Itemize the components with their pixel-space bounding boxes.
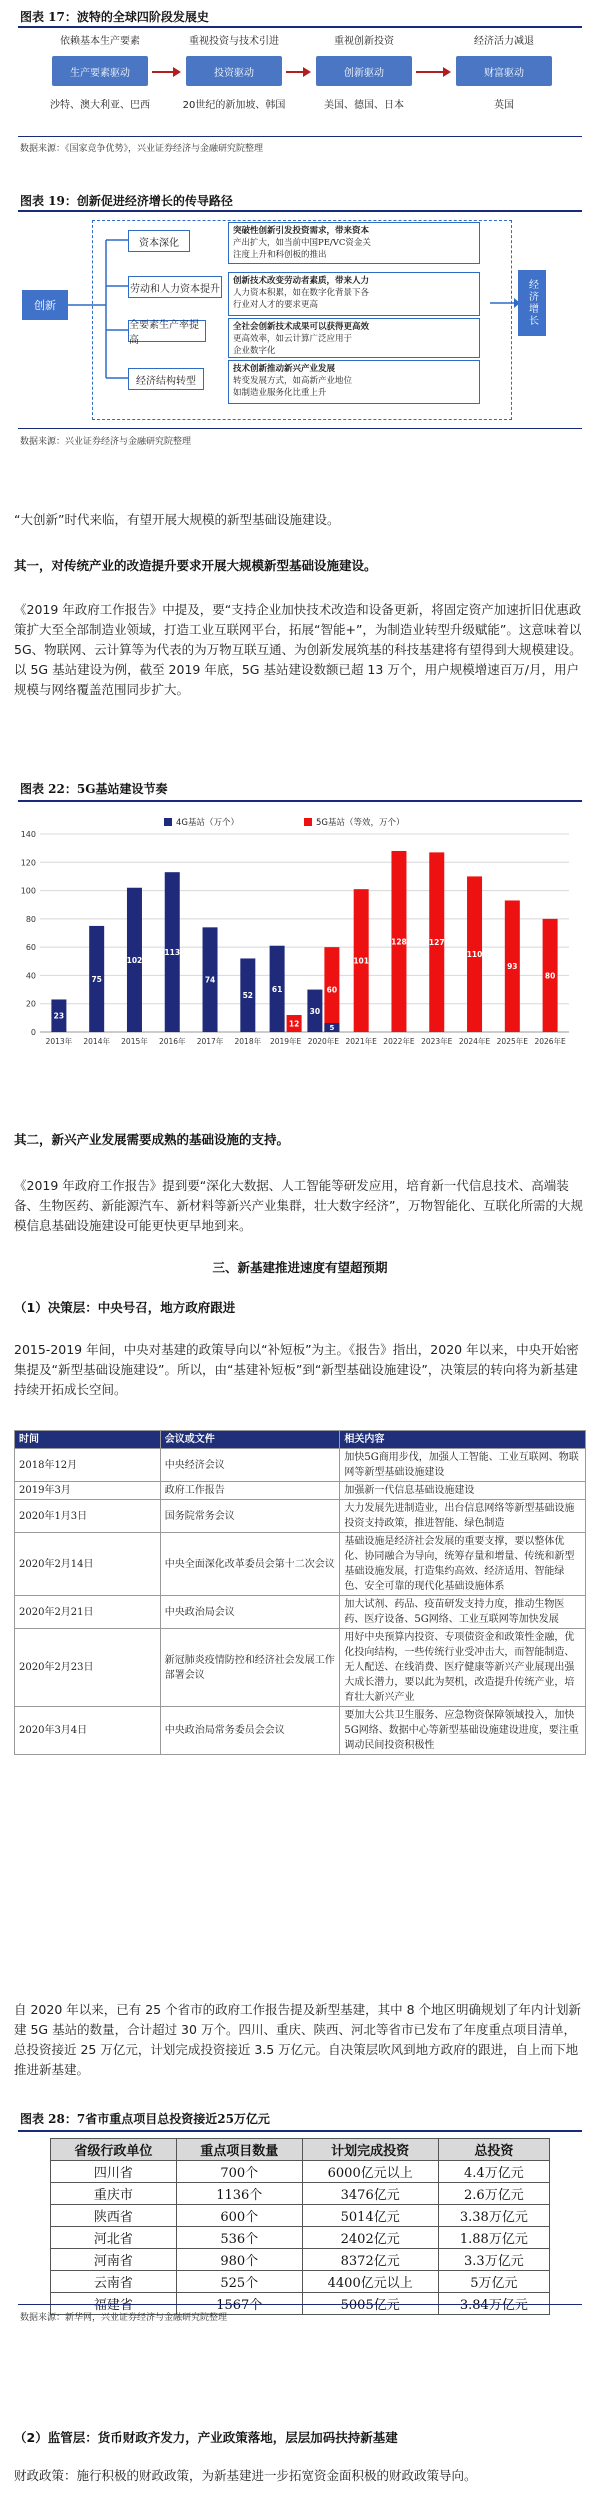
table-cell: 3.38万亿元	[438, 2205, 549, 2227]
data-label: 60	[326, 985, 338, 995]
path-description-line: 如制造业服务化比重上升	[233, 388, 327, 398]
paragraph-fiscal-policy: 财政政策：施行积极的财政政策，为新基建进一步拓宽资金面积极的财政政策导向。	[14, 2468, 477, 2483]
table-cell: 6000亿元以上	[302, 2161, 438, 2183]
stage-example-countries: 英国	[494, 100, 514, 111]
stage-box: 财富驱动	[456, 56, 552, 86]
table-cell: 700个	[176, 2161, 302, 2183]
figure-28	[6, 2108, 594, 2338]
table-header-cell: 重点项目数量	[176, 2139, 302, 2161]
table-cell: 四川省	[51, 2161, 177, 2183]
table-cell: 中央政治局常务委员会会议	[160, 1707, 340, 1755]
y-tick-label: 120	[20, 858, 36, 868]
y-tick-label: 100	[20, 886, 36, 896]
table-cell: 福建省	[51, 2293, 177, 2315]
stage-arrow	[286, 71, 304, 73]
figure-22	[6, 778, 594, 1078]
table-cell: 4400亿元以上	[302, 2271, 438, 2293]
section-heading-3: 三、新基建推进速度有望超预期	[212, 1260, 388, 1275]
figure-28-title-rule	[18, 2130, 582, 2132]
table-cell: 中央经济会议	[160, 1449, 340, 1482]
y-tick-label: 0	[30, 1028, 36, 1037]
x-tick-label: 2015年	[121, 1037, 148, 1046]
table-cell: 用好中央预算内投资、专项债资金和政策性金融，优化投向结构，一些传统行业受冲击大，而智能制造、无人配送、在线消费、医疗健康等新兴产业展现出强大成长潜力，要以此为契机，改造提升传统产业，培育壮大新兴产业	[340, 1629, 586, 1707]
x-tick-label: 2021年E	[345, 1037, 377, 1046]
paragraph-policy-shift: 2015-2019 年间，中央对基建的政策导向以“补短板”为主。《报告》指出，2020 年以来，中央开始密集提及“新型基础设施建设”。所以，由“基建补短板”到“新型基础设施建设”，决策层的转向将为新基建持续开拓成长空间。	[14, 1342, 579, 1397]
x-tick-label: 2018年	[234, 1037, 262, 1046]
path-description	[228, 272, 480, 316]
stage-box: 创新驱动	[316, 56, 412, 86]
table-header-cell: 总投资	[438, 2139, 549, 2161]
x-tick-label: 2025年E	[496, 1037, 528, 1046]
table-row	[51, 2227, 550, 2249]
legend-label-5g: 5G基站（等效，万个）	[316, 818, 405, 828]
figure-28-title: 图表 28：7省市重点项目总投资接近25万亿元	[20, 2112, 270, 2126]
data-label: 113	[164, 948, 181, 958]
path-item: 资本深化	[128, 230, 190, 252]
data-label: 80	[544, 971, 556, 981]
data-label: 75	[91, 974, 102, 984]
table-header-cell: 会议或文件	[160, 1431, 340, 1449]
table-cell: 云南省	[51, 2271, 177, 2293]
x-tick-label: 2022年E	[383, 1037, 415, 1046]
x-tick-label: 2014年	[83, 1037, 110, 1046]
stage-box: 生产要素驱动	[52, 56, 148, 86]
stage-top-label: 依赖基本生产要素	[60, 36, 140, 47]
paragraph-2019-report: 《2019 年政府工作报告》中提及，要“支持企业加快技术改造和设备更新，将固定资产加速折旧优惠政策扩大至全部制造业领域，打造工业互联网平台，拓展“智能+”，为制造业转型升级赋能”。这意味着以 5G、物联网、云计算等为代表的为万物互联互通、为创新发展筑基的科技基建将有望得到大规模建设。以 5G 基站建设为例，截至 2019 年底，5G 基站建设数额已超 13 万个，用户规模增速百万/月，用户规模与网络覆盖范围同步扩大。	[14, 602, 582, 697]
y-tick-label: 140	[20, 830, 36, 839]
table-cell: 2020年2月21日	[15, 1596, 161, 1629]
heading-emerging-industry: 其二，新兴产业发展需要成熟的基础设施的支持。	[14, 1132, 290, 1147]
table-cell: 5万亿元	[438, 2271, 549, 2293]
figure-28-source-rule	[18, 2304, 582, 2305]
subheading-decision-level: （1）决策层：中央号召，地方政府跟进	[14, 1300, 236, 1315]
stage-arrow	[416, 71, 444, 73]
table-cell: 3476亿元	[302, 2183, 438, 2205]
stage-example-countries: 沙特、澳大利亚、巴西	[50, 100, 150, 111]
table-cell: 要加大公共卫生服务、应急物资保障领域投入，加快5G网络、数据中心等新型基础设施建设进度，要注重调动民间投资积极性	[340, 1707, 586, 1755]
data-label: 52	[242, 991, 254, 1001]
path-description-line: 全社会创新技术成果可以获得更高效	[233, 322, 370, 332]
table-cell: 980个	[176, 2249, 302, 2271]
table-cell: 中央政治局会议	[160, 1596, 340, 1629]
table-cell: 陕西省	[51, 2205, 177, 2227]
table-cell: 5005亿元	[302, 2293, 438, 2315]
path-item: 全要素生产率提高	[128, 320, 206, 342]
table-cell: 2020年2月23日	[15, 1629, 161, 1707]
table-cell: 1.88万亿元	[438, 2227, 549, 2249]
heading-traditional-industry: 其一，对传统产业的改造提升要求开展大规模新型基础设施建设。	[14, 558, 377, 573]
stage-top-label: 经济活力减退	[474, 36, 534, 47]
table-cell: 2.6万亿元	[438, 2183, 549, 2205]
path-description-line: 注度上升和科创板的推出	[233, 250, 327, 260]
figure-28-source: 数据来源：新华网，兴业证券经济与金融研究院整理	[20, 2313, 228, 2323]
table-cell: 2020年1月3日	[15, 1500, 161, 1533]
table-header-row	[15, 1431, 586, 1449]
table-row	[15, 1707, 586, 1755]
data-label: 102	[126, 955, 143, 965]
table-cell: 新冠肺炎疫情防控和经济社会发展工作部署会议	[160, 1629, 340, 1707]
provincial-investment-table	[50, 2138, 550, 2315]
path-description	[228, 360, 480, 404]
legend-swatch-4g	[164, 818, 172, 826]
path-item: 经济结构转型	[128, 368, 204, 390]
path-description-line: 技术创新推动新兴产业发展	[233, 364, 336, 374]
stage-arrow	[152, 71, 174, 73]
table-cell: 2019年3月	[15, 1482, 161, 1500]
table-cell: 河北省	[51, 2227, 177, 2249]
data-label: 128	[391, 937, 407, 947]
data-label: 127	[428, 938, 445, 948]
table-row	[15, 1533, 586, 1596]
data-label: 23	[53, 1011, 65, 1021]
figure-22-title: 图表 22：5G基站建设节奏	[20, 782, 168, 796]
table-row	[51, 2271, 550, 2293]
table-cell: 1136个	[176, 2183, 302, 2205]
data-label: 5	[329, 1024, 335, 1032]
paragraph-innovation-era: “大创新”时代来临，有望开展大规模的新型基础设施建设。	[14, 512, 340, 527]
figure-17-source: 数据来源：《国家竞争优势》，兴业证券经济与金融研究院整理	[20, 144, 264, 154]
y-tick-label: 20	[25, 999, 36, 1009]
table-cell: 8372亿元	[302, 2249, 438, 2271]
paragraph-provincial-plans: 自 2020 年以来，已有 25 个省市的政府工作报告提及新型基建，其中 8 个地区明确规划了年内计划新建 5G 基站的数量，合计超过 30 万个。四川、重庆、陕西、河北等省市已发布了年度重点项目清单，总投资接近 25 万亿元，计划完成投资接近 3.5 万亿元。自决策层吹风到地方政府的跟进，自上而下地推进新基建。	[14, 2002, 582, 2077]
path-description-line: 更高效率，如云计算广泛应用于	[233, 334, 353, 344]
table-cell: 河南省	[51, 2249, 177, 2271]
table-row	[15, 1596, 586, 1629]
path-description-line: 人力资本积累，如在数字化背景下各	[233, 288, 370, 298]
table-cell: 基础设施是经济社会发展的重要支撑，要以整体优化、协同融合为导向，统筹存量和增量、传统和新型基础设施发展，打造集约高效、经济适用、智能绿色、安全可靠的现代化基础设施体系	[340, 1533, 586, 1596]
stage-box: 投资驱动	[186, 56, 282, 86]
path-description	[228, 222, 480, 264]
figure-19	[6, 192, 594, 462]
table-cell: 中央全面深化改革委员会第十二次会议	[160, 1533, 340, 1596]
path-item: 劳动和人力资本提升	[128, 276, 222, 298]
path-description-line: 行业对人才的要求更高	[233, 300, 319, 310]
figure-17-title: 图表 17：波特的全球四阶段发展史	[20, 10, 209, 24]
y-tick-label: 80	[25, 914, 36, 924]
x-tick-label: 2023年E	[421, 1037, 453, 1046]
table-header-cell: 时间	[15, 1431, 161, 1449]
x-tick-label: 2020年E	[307, 1037, 340, 1046]
stage-example-countries: 20世纪的新加坡、韩国	[182, 100, 286, 111]
table-row	[15, 1500, 586, 1533]
figure-19-title: 图表 19：创新促进经济增长的传导路径	[20, 194, 233, 208]
table-cell: 加强新一代信息基础设施建设	[340, 1482, 586, 1500]
stage-top-label: 重视投资与技术引进	[189, 36, 279, 47]
figure-19-source: 数据来源：兴业证券经济与金融研究院整理	[20, 437, 192, 447]
table-header-cell: 计划完成投资	[302, 2139, 438, 2161]
x-tick-label: 2013年	[45, 1037, 73, 1046]
figure-17-source-rule	[18, 136, 582, 137]
data-label: 110	[466, 950, 483, 960]
table-cell: 5014亿元	[302, 2205, 438, 2227]
x-tick-label: 2026年E	[534, 1037, 566, 1046]
table-row	[15, 1449, 586, 1482]
table-cell: 2020年2月14日	[15, 1533, 161, 1596]
table-cell: 3.84万亿元	[438, 2293, 549, 2315]
table-row	[15, 1629, 586, 1707]
table-cell: 1567个	[176, 2293, 302, 2315]
table-cell: 2402亿元	[302, 2227, 438, 2249]
economic-growth-node: 经济增长	[518, 270, 546, 336]
data-label: 101	[353, 956, 370, 966]
y-tick-label: 40	[25, 971, 36, 981]
figure-22-title-rule	[18, 800, 582, 802]
path-description	[228, 318, 480, 358]
table-cell: 525个	[176, 2271, 302, 2293]
table-cell: 大力发展先进制造业，出台信息网络等新型基础设施投资支持政策，推进智能、绿色制造	[340, 1500, 586, 1533]
paragraph-emerging-industry: 《2019 年政府工作报告》提到要“深化大数据、人工智能等研发应用，培育新一代信息技术、高端装备、生物医药、新能源汽车、新材料等新兴产业集群，壮大数字经济”，万物智能化、互联化所需的大规模信息基础设施建设可能更快更早地到来。	[14, 1178, 583, 1233]
table-cell: 536个	[176, 2227, 302, 2249]
table-header-row	[51, 2139, 550, 2161]
stage-top-label: 重视创新投资	[334, 36, 394, 47]
table-header-cell: 省级行政单位	[51, 2139, 177, 2161]
innovation-node: 创新	[22, 290, 68, 320]
path-description-line: 创新技术改变劳动者素质，带来人力	[233, 276, 370, 286]
table-cell: 国务院常务会议	[160, 1500, 340, 1533]
table-cell: 2020年3月4日	[15, 1707, 161, 1755]
figure-19-source-rule	[18, 428, 582, 429]
table-cell: 4.4万亿元	[438, 2161, 549, 2183]
table-row	[51, 2205, 550, 2227]
y-tick-label: 60	[25, 943, 36, 953]
table-row	[51, 2183, 550, 2205]
path-description-line: 突破性创新引发投资需求，带来资本	[233, 226, 370, 236]
stage-example-countries: 美国、德国、日本	[324, 100, 404, 111]
table-cell: 加大试剂、药品、疫苗研发支持力度，推动生物医药、医疗设备、5G网络、工业互联网等加快发展	[340, 1596, 586, 1629]
figure-17	[6, 4, 594, 174]
table-cell: 3.3万亿元	[438, 2249, 549, 2271]
path-description-line: 产出扩大，如当前中国PE/VC资金关	[233, 238, 371, 248]
table-cell: 重庆市	[51, 2183, 177, 2205]
x-tick-label: 2019年E	[269, 1037, 302, 1046]
data-label: 93	[507, 962, 518, 972]
policy-timeline-table	[14, 1430, 586, 1755]
figure-17-title-rule	[18, 26, 582, 28]
path-description-line: 企业数字化	[233, 346, 276, 356]
legend-swatch-5g	[304, 818, 312, 826]
path-description-line: 转变发展方式，如高新产业地位	[233, 376, 353, 386]
x-tick-label: 2024年E	[458, 1037, 491, 1046]
table-header-cell: 相关内容	[340, 1431, 586, 1449]
data-label: 30	[309, 1006, 321, 1016]
table-cell: 600个	[176, 2205, 302, 2227]
x-tick-label: 2016年	[158, 1037, 186, 1046]
table-row	[51, 2161, 550, 2183]
table-cell: 2018年12月	[15, 1449, 161, 1482]
data-label: 61	[271, 984, 283, 994]
x-tick-label: 2017年	[196, 1037, 224, 1046]
table-cell: 政府工作报告	[160, 1482, 340, 1500]
legend-label-4g: 4G基站（万个）	[176, 818, 239, 828]
data-label: 12	[288, 1019, 300, 1029]
subheading-regulatory-level: （2）监管层：货币财政齐发力，产业政策落地，层层加码扶持新基建	[14, 2430, 398, 2445]
table-row	[51, 2249, 550, 2271]
5g-base-station-chart	[14, 810, 584, 1070]
table-row	[15, 1482, 586, 1500]
data-label: 74	[204, 975, 216, 985]
table-cell: 加快5G商用步伐，加强人工智能、工业互联网、物联网等新型基础设施建设	[340, 1449, 586, 1482]
